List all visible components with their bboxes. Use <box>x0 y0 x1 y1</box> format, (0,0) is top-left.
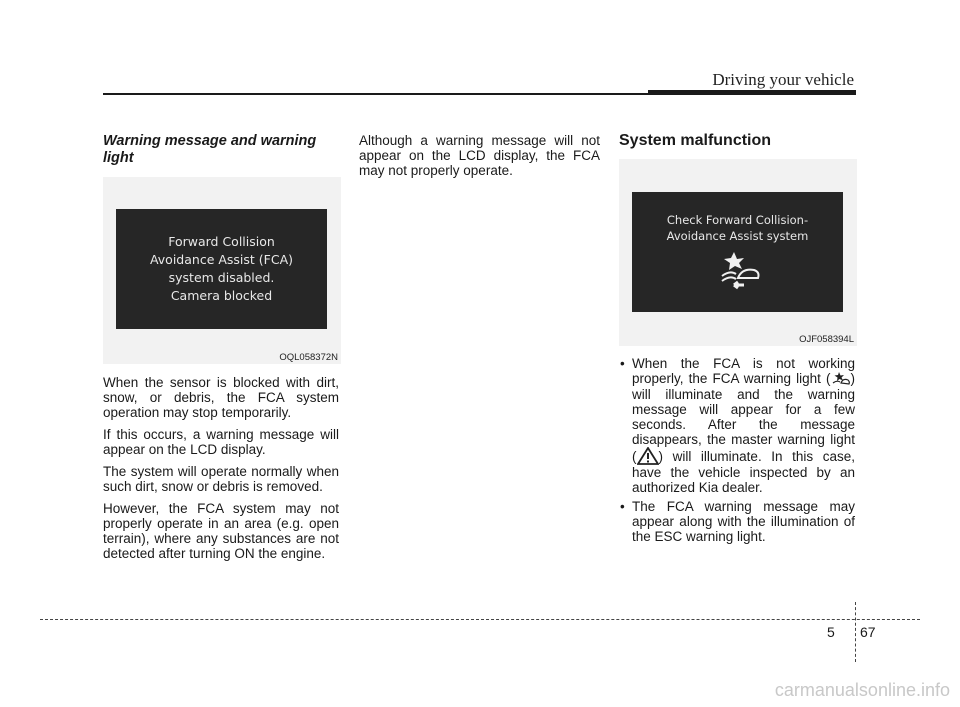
fca-malfunction-figure <box>619 159 857 346</box>
lcd-line: Camera blocked <box>170 288 273 303</box>
fca-warning-light-icon <box>831 371 851 387</box>
bullet-text: When the FCA is not working properly, the FCA warning light ( <box>632 356 855 386</box>
bullet-text: ) will illuminate. In this case, have the vehicle inspected by an authorized Kia dealer. <box>632 449 855 495</box>
paragraph: When the sensor is blocked with dirt, snow, or debris, the FCA system operation may stop temporarily. <box>103 375 339 420</box>
list-item <box>619 356 855 495</box>
lcd-screen <box>632 192 843 312</box>
figure-code: OQL058372N <box>279 352 338 363</box>
bullet-text: ) will illuminate and the warning message will appear for a few seconds. After the message disappears, the master warning light ( <box>632 371 855 464</box>
watermark: carmanualsonline.info <box>774 680 950 700</box>
middle-body <box>359 133 600 185</box>
lcd-message <box>116 233 327 305</box>
lcd-line: Avoidance Assist (FCA) <box>149 252 294 267</box>
list-item: • The FCA warning message may appear along with the illumination of the ESC warning light. <box>619 499 855 544</box>
paragraph: Although a warning message will not appear on the LCD display, the FCA may not properly operate. <box>359 133 600 178</box>
fca-warning-icon <box>714 248 764 292</box>
warning-subheading: Warning message and warning light <box>103 133 317 166</box>
lcd-line: Forward Collision <box>168 234 275 249</box>
paragraph: If this occurs, a warning message will appear on the LCD display. <box>103 427 339 457</box>
chapter-number: 5 <box>827 624 835 640</box>
footer-rule <box>40 619 920 620</box>
lcd-line: system disabled. <box>168 270 275 285</box>
bullet-list <box>619 356 855 544</box>
fca-blocked-figure <box>103 177 341 364</box>
lcd-screen <box>116 209 327 329</box>
paragraph: The system will operate normally when such dirt, snow or debris is removed. <box>103 464 339 494</box>
paragraph: However, the FCA system may not properly operate in an area (e.g. open terrain), where any substances are not detected after turning ON the engine. <box>103 501 339 561</box>
figure-code: OJF058394L <box>799 334 854 345</box>
lcd-message <box>632 212 843 244</box>
page-header-title: Driving your vehicle <box>712 70 854 89</box>
system-malfunction-heading: System malfunction <box>619 132 772 149</box>
master-warning-icon <box>637 447 659 465</box>
left-body <box>103 375 339 568</box>
lcd-line: Check Forward Collision- <box>666 213 809 227</box>
right-body <box>619 356 855 548</box>
page-number: 67 <box>860 624 876 640</box>
footer-divider <box>855 602 856 662</box>
header-tab-bar <box>648 90 856 95</box>
lcd-line: Avoidance Assist system <box>666 229 809 243</box>
